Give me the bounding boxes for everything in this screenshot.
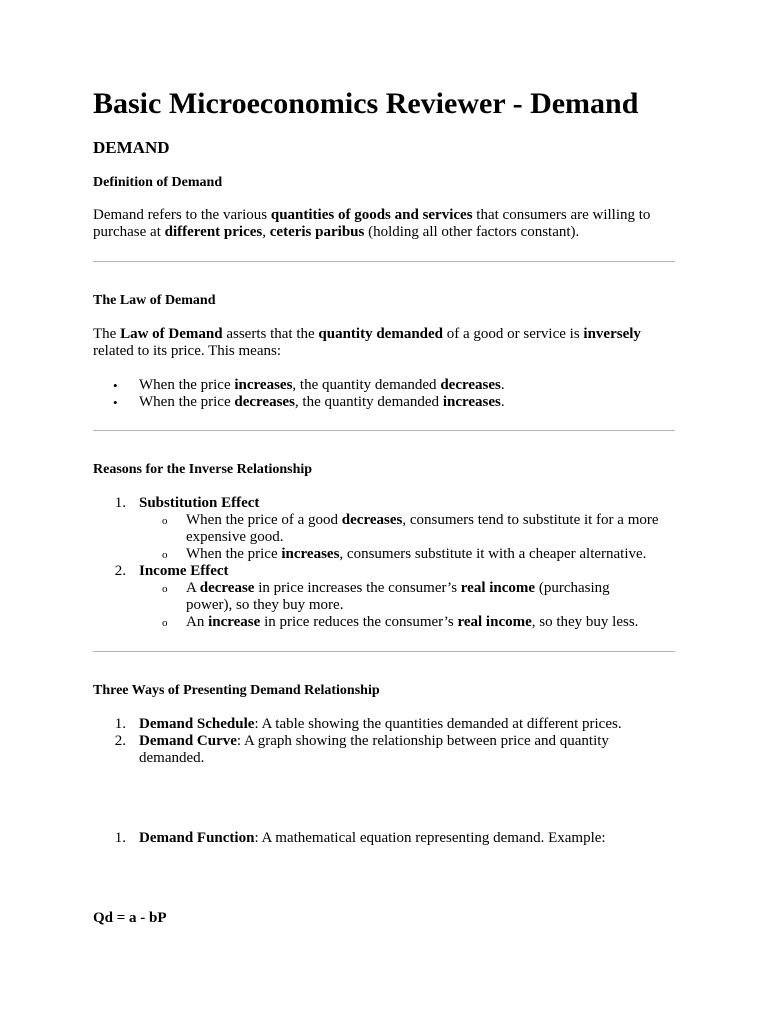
bold-run: Demand Schedule bbox=[139, 716, 255, 732]
list-number: 1. bbox=[114, 716, 126, 732]
text-run: , so they buy less. bbox=[531, 614, 639, 630]
bold-run: inversely bbox=[583, 326, 641, 342]
sub-bullet-marker: o bbox=[162, 617, 168, 629]
bold-run: Demand Curve bbox=[139, 733, 237, 749]
section-heading-demand: DEMAND bbox=[93, 138, 170, 157]
bold-run: quantity demanded bbox=[318, 326, 444, 342]
definition-heading: Definition of Demand bbox=[93, 175, 223, 190]
bold-run: real income bbox=[460, 580, 536, 596]
text-run: (holding all other factors constant). bbox=[364, 224, 580, 240]
sub-bullet-marker: o bbox=[162, 549, 168, 561]
bullet-marker: • bbox=[113, 378, 118, 393]
horizontal-divider bbox=[93, 651, 675, 652]
list-item-demand-schedule bbox=[139, 716, 679, 733]
bold-run: quantities of goods and services bbox=[270, 207, 473, 223]
text-run: , consumers substitute it with a cheaper alternative. bbox=[339, 546, 647, 562]
text-run: , consumers tend to substitute it for a more expensive good. bbox=[186, 512, 659, 545]
text-run: , bbox=[262, 224, 270, 240]
text-run: of a good or service is bbox=[443, 326, 584, 342]
text-run: When the price bbox=[186, 546, 282, 562]
text-run: When the price of a good bbox=[186, 512, 342, 528]
sub-item-text bbox=[186, 580, 656, 614]
three-ways-heading: Three Ways of Presenting Demand Relationship bbox=[93, 683, 380, 698]
list-item bbox=[93, 394, 683, 411]
list-number: 2. bbox=[114, 563, 126, 579]
bold-run: real income bbox=[457, 614, 532, 630]
text-run: related to its price. This means: bbox=[93, 343, 282, 359]
reasons-heading: Reasons for the Inverse Relationship bbox=[93, 462, 313, 477]
sub-bullet-marker: o bbox=[162, 583, 168, 595]
list-item bbox=[93, 377, 683, 394]
text-run: in price increases the consumer’s bbox=[254, 580, 461, 596]
list-number: 1. bbox=[114, 830, 126, 846]
list-item-demand-curve bbox=[139, 733, 639, 767]
bold-run: decreases bbox=[341, 512, 403, 528]
definition-paragraph bbox=[93, 207, 683, 241]
text-run: When the price bbox=[139, 377, 235, 393]
text-run: (purchasing power), so they buy more. bbox=[186, 580, 610, 613]
document-title: Basic Microeconomics Reviewer - Demand bbox=[93, 87, 639, 120]
bullet-marker: • bbox=[113, 395, 118, 410]
text-run: An bbox=[186, 614, 209, 630]
reason-label-substitution: Substitution Effect bbox=[139, 495, 260, 511]
bold-run: increases bbox=[234, 377, 293, 393]
bold-run: different prices bbox=[164, 224, 263, 240]
sub-bullet-marker: o bbox=[162, 515, 168, 527]
law-of-demand-heading: The Law of Demand bbox=[93, 293, 216, 308]
bold-run: increases bbox=[281, 546, 340, 562]
horizontal-divider bbox=[93, 430, 675, 431]
text-run: in price reduces the consumer’s bbox=[260, 614, 458, 630]
text-run: , the quantity demanded bbox=[292, 377, 441, 393]
text-run: : A table showing the quantities demanded at different prices. bbox=[254, 716, 622, 732]
text-run: : A mathematical equation representing demand. Example: bbox=[254, 830, 606, 846]
bold-run: decrease bbox=[199, 580, 255, 596]
reason-label-income: Income Effect bbox=[139, 563, 229, 579]
text-run: Demand refers to the various bbox=[93, 207, 271, 223]
bold-run: increase bbox=[208, 614, 261, 630]
bold-run: Demand Function bbox=[139, 830, 255, 846]
list-item-demand-function bbox=[139, 830, 679, 847]
text-run: asserts that the bbox=[222, 326, 319, 342]
bold-run: increases bbox=[442, 394, 501, 410]
sub-item-text bbox=[186, 614, 686, 631]
demand-formula: Qd = a - bP bbox=[93, 910, 167, 926]
horizontal-divider bbox=[93, 261, 675, 262]
list-number: 1. bbox=[114, 495, 126, 511]
text-run: : A graph showing the relationship between price and quantity demanded. bbox=[139, 733, 609, 766]
text-run: The bbox=[93, 326, 121, 342]
text-run: When the price bbox=[139, 394, 235, 410]
text-run: that consumers are willing to purchase at bbox=[93, 207, 651, 240]
bold-run: decreases bbox=[234, 394, 295, 410]
list-number: 2. bbox=[114, 733, 126, 749]
bold-run: ceteris paribus bbox=[269, 224, 365, 240]
text-run: , the quantity demanded bbox=[294, 394, 443, 410]
law-of-demand-paragraph bbox=[93, 326, 683, 360]
sub-item-text bbox=[186, 512, 686, 546]
sub-item-text bbox=[186, 546, 686, 563]
text-run: . bbox=[500, 394, 505, 410]
law-bullet-list bbox=[93, 377, 683, 411]
text-run: A bbox=[186, 580, 200, 596]
bold-run: decreases bbox=[440, 377, 501, 393]
text-run: . bbox=[500, 377, 505, 393]
bold-run: Law of Demand bbox=[120, 326, 223, 342]
